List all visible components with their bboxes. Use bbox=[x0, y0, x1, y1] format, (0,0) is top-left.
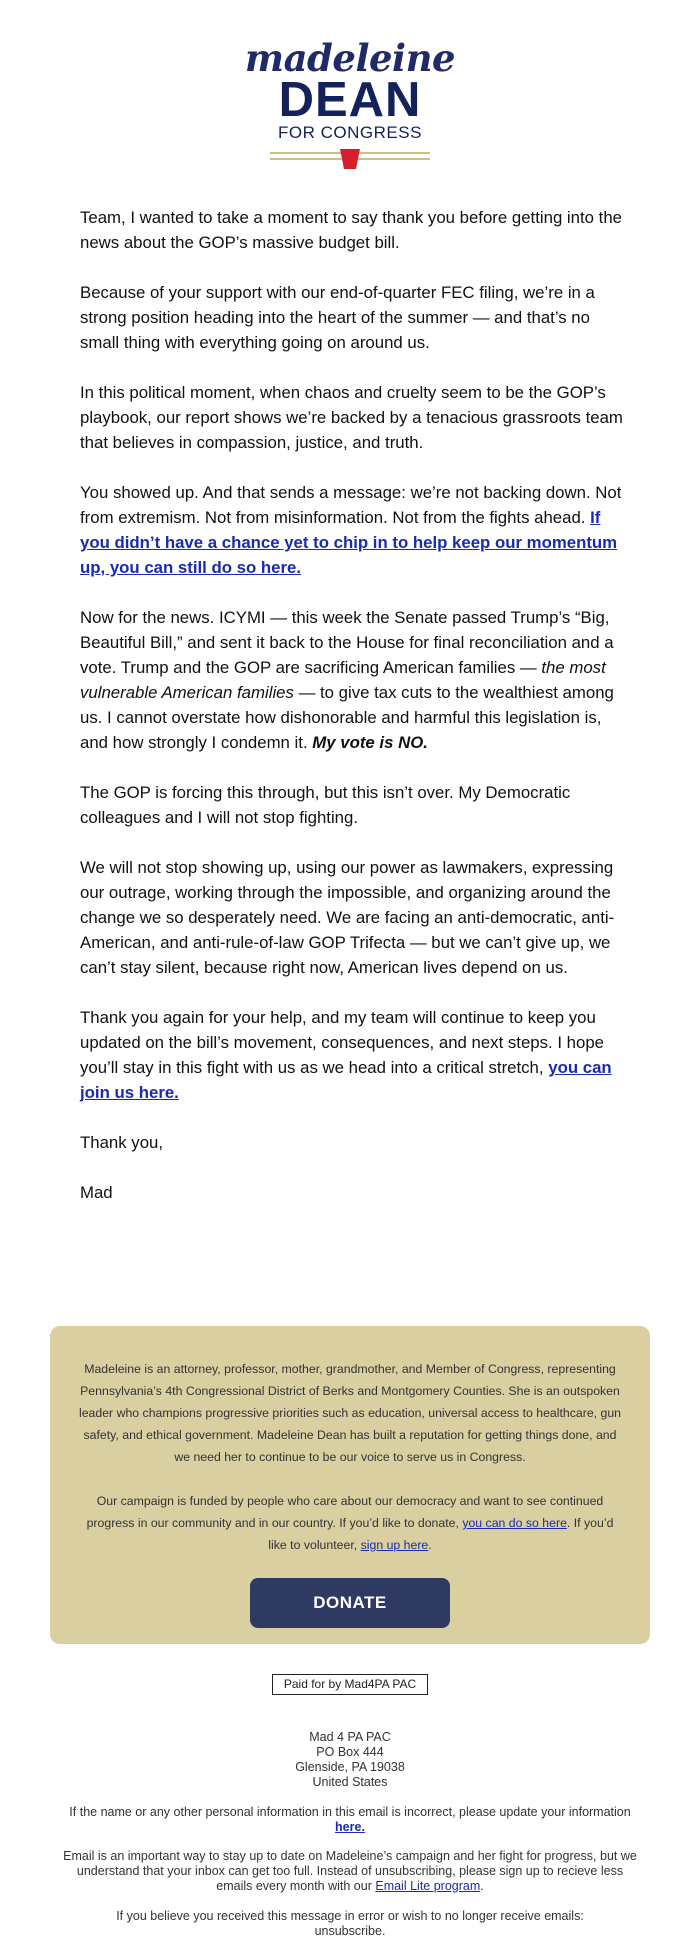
address-line-2: PO Box 444 bbox=[316, 1745, 384, 1759]
paragraph-showed-up bbox=[80, 480, 625, 580]
logo-tagline: FOR CONGRESS bbox=[278, 123, 422, 142]
email-lite-end: . bbox=[480, 1879, 484, 1893]
unsubscribe-link[interactable]: unsubscribe. bbox=[314, 1924, 386, 1938]
vote-statement: My vote is NO. bbox=[312, 733, 428, 752]
sign-off: Thank you, bbox=[80, 1133, 164, 1152]
paragraph-not-over: The GOP is forcing this through, but this isn’t over. My Democratic colleagues and I will not stop fighting. bbox=[80, 783, 571, 827]
funding-text-c: . bbox=[428, 1538, 432, 1552]
chip-in-link[interactable]: If you didn’t have a chance yet to chip in to help keep our momentum up, you can still do so here. bbox=[80, 508, 618, 577]
unsubscribe-text: If you believe you received this message in error or wish to no longer receive emails: bbox=[116, 1909, 584, 1923]
paragraph-news-text-b: — to give tax cuts to the wealthiest among us. I cannot overstate how dishonorable and harmful this legislation is, and how strongly I condemn it. bbox=[80, 683, 614, 752]
logo-last-name: DEAN bbox=[278, 73, 422, 127]
signature: Mad bbox=[80, 1183, 113, 1202]
paragraph-closing bbox=[80, 1005, 625, 1105]
paid-for-disclaimer: Paid for by Mad4PA PAC bbox=[272, 1674, 428, 1695]
paragraph-political-moment: In this political moment, when chaos and cruelty seem to be the GOP’s playbook, our report shows we’re backed by a tenacious grassroots team that believes in compassion, justice, and truth. bbox=[80, 383, 623, 452]
funding-text-b: . If you’d like to volunteer, bbox=[268, 1516, 614, 1552]
email-lite-text: Email is an important way to stay up to date on Madeleine’s campaign and her fight for progress, but we understand that your inbox can get too full. Instead of unsubscribing, please sign up to recieve less emails every month with our bbox=[63, 1849, 637, 1893]
paragraph-news bbox=[80, 605, 625, 755]
email-lite-notice bbox=[60, 1849, 640, 1894]
update-info-notice bbox=[60, 1805, 640, 1835]
paragraph-news-text-a: Now for the news. ICYMI — this week the Senate passed Trump’s “Big, Beautiful Bill,” and sent it back to the House for final reconciliation and a vote. Trump and the GOP are sacrificing American families — bbox=[80, 608, 614, 677]
bio-donate-box bbox=[50, 1326, 650, 1644]
email-lite-link[interactable]: Email Lite program bbox=[375, 1879, 481, 1893]
mailing-address bbox=[0, 1730, 700, 1790]
donate-link[interactable]: you can do so here bbox=[462, 1516, 567, 1530]
address-line-3: Glenside, PA 19038 bbox=[295, 1760, 405, 1774]
paragraph-news-emphasis: the most vulnerable American families bbox=[80, 658, 606, 702]
funding-text-a: Our campaign is funded by people who care about our democracy and want to see continued progress in our community and in our country. If you’d like to donate, bbox=[86, 1494, 604, 1530]
address-line-1: Mad 4 PA PAC bbox=[309, 1730, 391, 1744]
join-us-link[interactable]: you can join us here. bbox=[80, 1058, 612, 1102]
donate-button[interactable]: DONATE bbox=[250, 1578, 450, 1628]
bio-paragraph: Madeleine is an attorney, professor, mother, grandmother, and Member of Congress, representing Pennsylvania’s 4th Congressional District of Berks and Montgomery Counties. She is an outspoken leader who champions progressive priorities such as education, universal access to healthcare, gun safety, and ethical government. Madeleine Dean has built a reputation for getting things done, and we need her to continue to be our voice to serve us in Congress. bbox=[78, 1362, 622, 1464]
logo-first-name: madeleine bbox=[244, 36, 456, 80]
update-info-link[interactable]: here. bbox=[335, 1820, 365, 1834]
update-info-text: If the name or any other personal information in this email is incorrect, please update your information bbox=[69, 1805, 631, 1819]
unsubscribe-notice bbox=[60, 1909, 640, 1939]
paragraph-thank-you: Team, I wanted to take a moment to say thank you before getting into the news about the GOP’s massive budget bill. bbox=[80, 208, 622, 252]
paragraph-closing-text: Thank you again for your help, and my team will continue to keep you updated on the bill’s movement, consequences, and next steps. I hope you’ll stay in this fight with us as we head into a critical stretch, bbox=[80, 1008, 604, 1077]
paragraph-fec-filing: Because of your support with our end-of-quarter FEC filing, we’re in a strong position heading into the heart of the summer — and that’s no small thing with everything going on around us. bbox=[80, 283, 595, 352]
address-line-4: United States bbox=[312, 1775, 388, 1789]
paragraph-showed-up-text: You showed up. And that sends a message: we’re not backing down. Not from extremism. Not from misinformation. Not from the fights ahead. bbox=[80, 483, 622, 527]
volunteer-link[interactable]: sign up here bbox=[360, 1538, 429, 1552]
funding-paragraph bbox=[78, 1490, 622, 1556]
email-body bbox=[80, 205, 625, 1230]
keystone-icon bbox=[270, 149, 430, 171]
paragraph-keep-fighting: We will not stop showing up, using our power as lawmakers, expressing our outrage, working through the impossible, and organizing around the change we so desperately need. We are facing an anti-democratic, anti-American, and anti-rule-of-law GOP Trifecta — but we can’t give up, we can’t stay silent, because right now, American lives depend on us. bbox=[80, 858, 615, 977]
campaign-logo bbox=[0, 38, 700, 171]
